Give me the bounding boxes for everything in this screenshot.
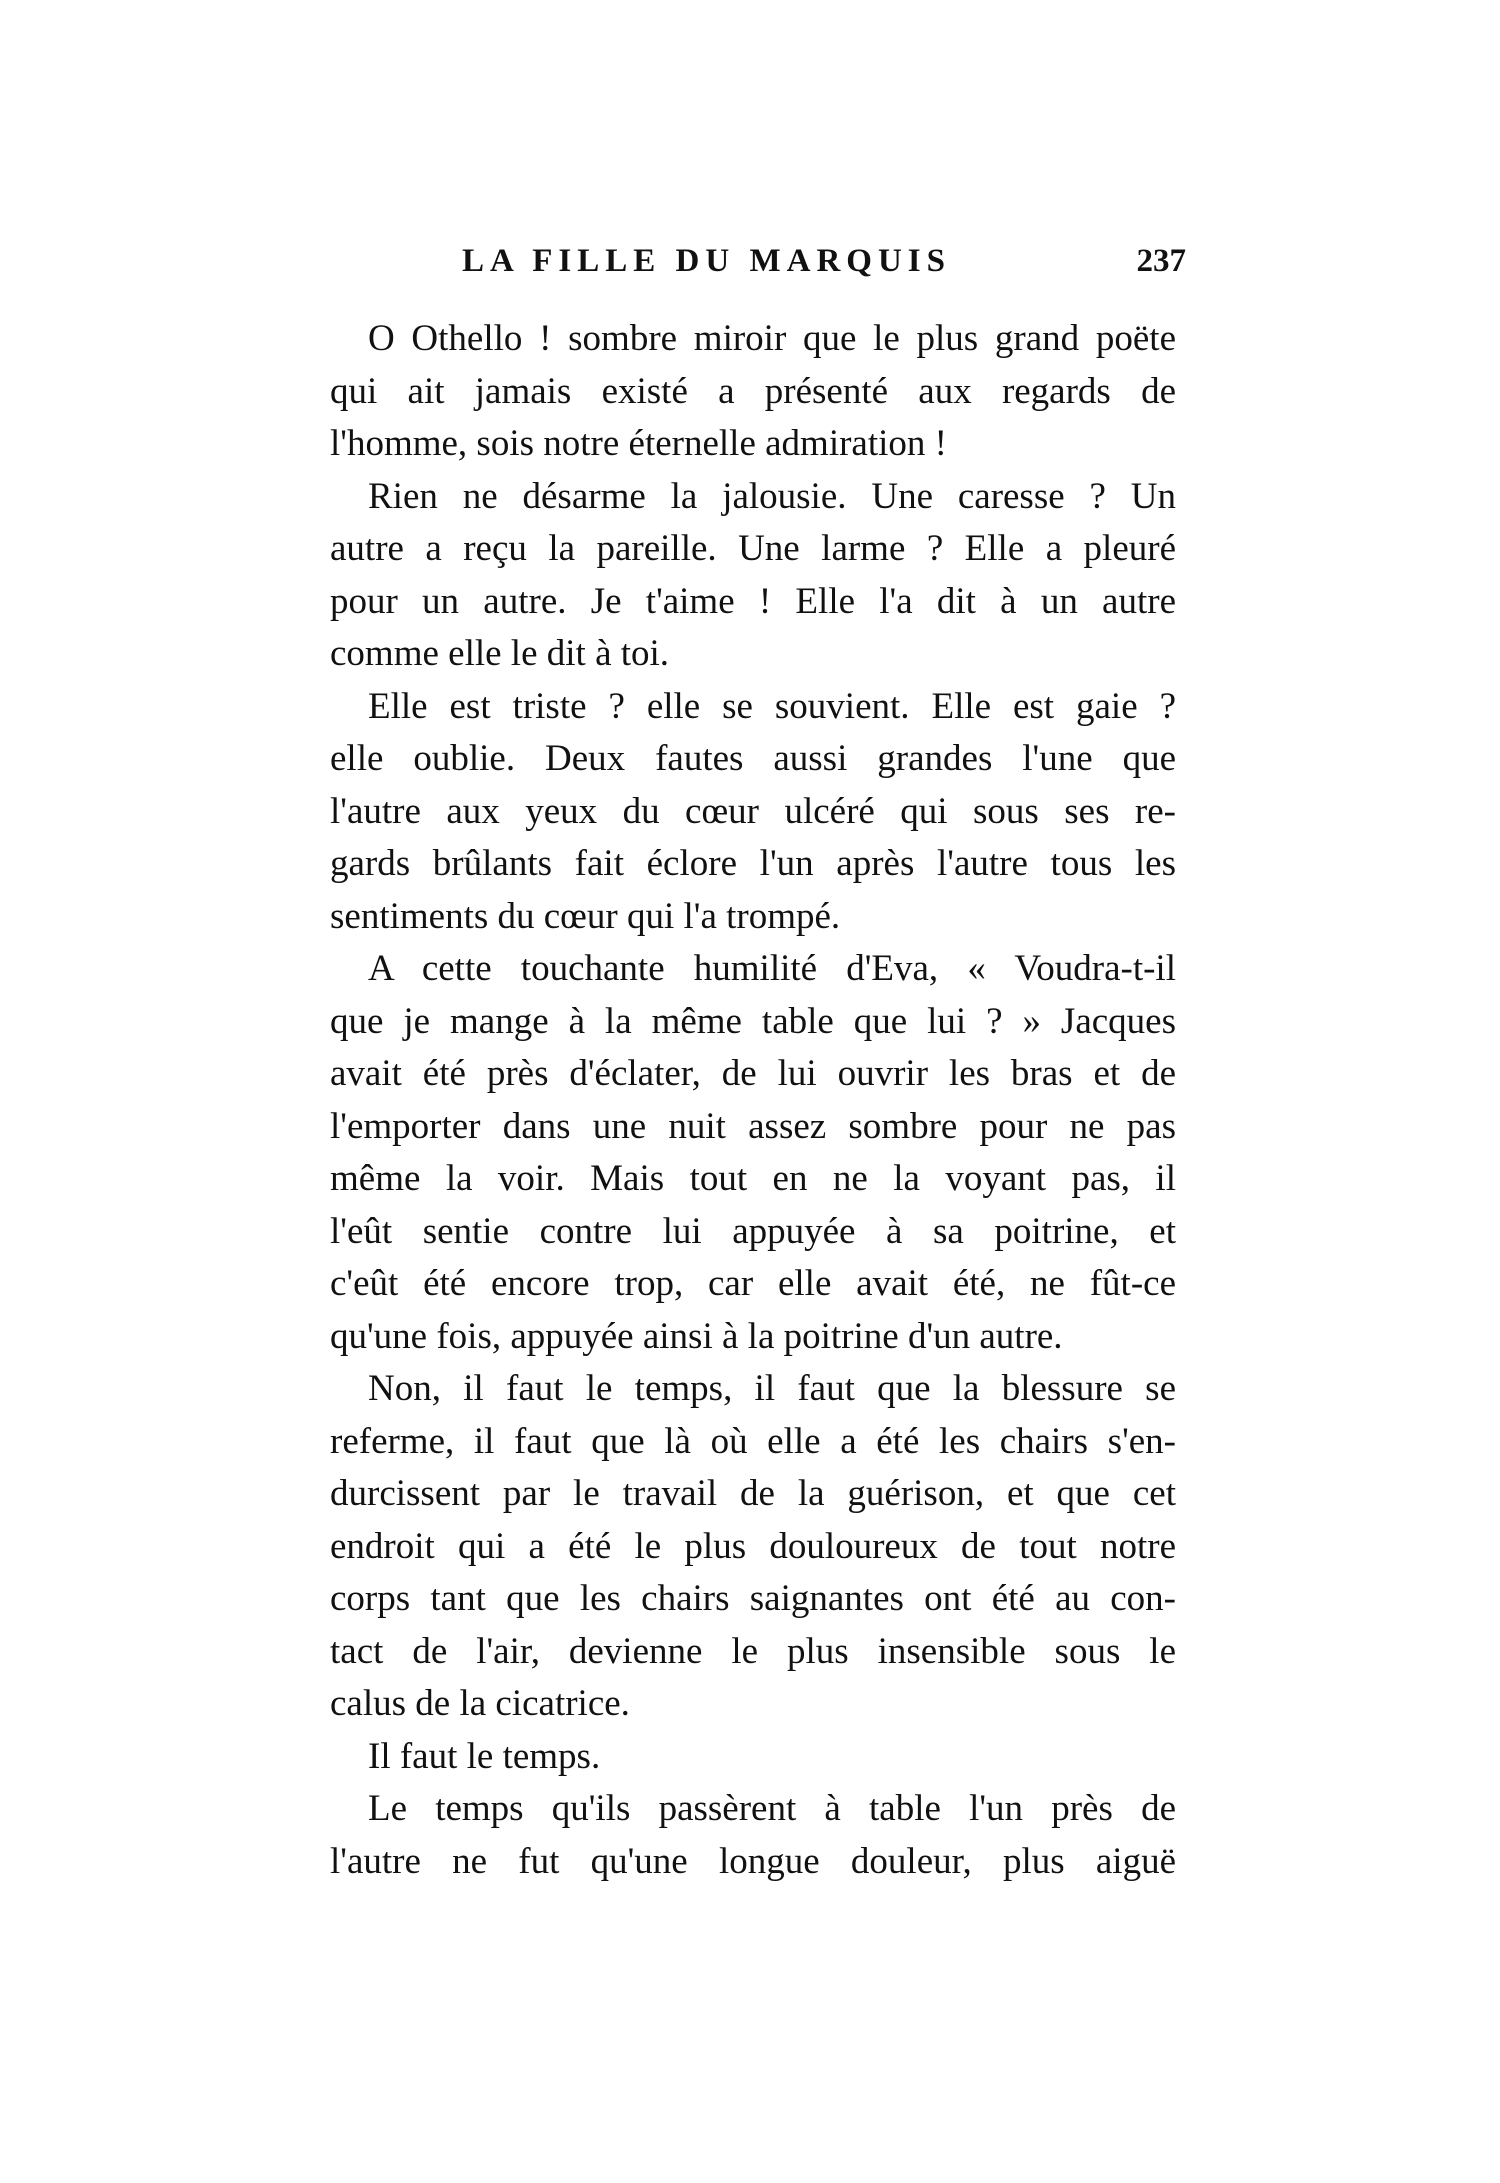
text-line: même la voir. Mais tout en ne la voyant pas, il [330,1158,1176,1199]
text-line: durcissent par le travail de la guérison, et que cet [330,1473,1176,1514]
text-line: referme, il faut que là où elle a été les chairs s'en- [330,1420,1176,1462]
text-line: Elle est triste ? elle se souvient. Elle est gaie ? [368,685,1176,727]
text-line: avait été près d'éclater, de lui ouvrir les bras et de [330,1053,1176,1094]
text-line: comme elle le dit à toi. [330,633,670,674]
text-line: l'eût sentie contre lui appuyée à sa poitrine, et [330,1210,1176,1252]
text-line: l'homme, sois notre éternelle admiration ! [330,423,947,464]
text-line: O Othello ! sombre miroir que le plus grand poëte [368,318,1176,359]
text-line: Le temps qu'ils passèrent à table l'un près de [368,1788,1176,1829]
text-line: Non, il faut le temps, il faut que la blessure se [368,1368,1176,1409]
text-line: calus de la cicatrice. [330,1683,630,1724]
body-text [330,313,1176,1888]
text-line: qui ait jamais existé a présenté aux regards de [330,370,1176,412]
text-line: gards brûlants fait éclore l'un après l'autre tous les [330,843,1176,884]
text-line: c'eût été encore trop, car elle avait été, ne fût-ce [330,1263,1176,1304]
text-line: autre a reçu la pareille. Une larme ? Elle a pleuré [330,528,1176,569]
text-line: l'autre ne fut qu'une longue douleur, plus aiguë [330,1840,1176,1882]
text-line: que je mange à la même table que lui ? » Jacques [330,1000,1176,1042]
text-line: l'emporter dans une nuit assez sombre pour ne pas [330,1105,1176,1147]
text-line: qu'une fois, appuyée ainsi à la poitrine d'un autre. [330,1315,1063,1357]
text-line: A cette touchante humilité d'Eva, « Voudra-t-il [368,948,1176,989]
text-line: endroit qui a été le plus douloureux de tout notre [330,1525,1176,1567]
text-line: corps tant que les chairs saignantes ont été au con- [330,1578,1176,1619]
running-header [462,243,1186,291]
text-line: elle oublie. Deux fautes aussi grandes l'une que [330,738,1176,779]
text-line: Il faut le temps. [368,1735,601,1777]
text-line: Rien ne désarme la jalousie. Une caresse ? Un [368,475,1176,517]
text-line: pour un autre. Je t'aime ! Elle l'a dit à un autre [330,580,1176,622]
running-title: LA FILLE DU MARQUIS [462,243,951,279]
text-line: tact de l'air, devienne le plus insensible sous le [330,1630,1176,1672]
text-line: l'autre aux yeux du cœur ulcéré qui sous ses re- [330,790,1176,832]
text-line: sentiments du cœur qui l'a trompé. [330,895,841,937]
page-number: 237 [1136,243,1186,279]
